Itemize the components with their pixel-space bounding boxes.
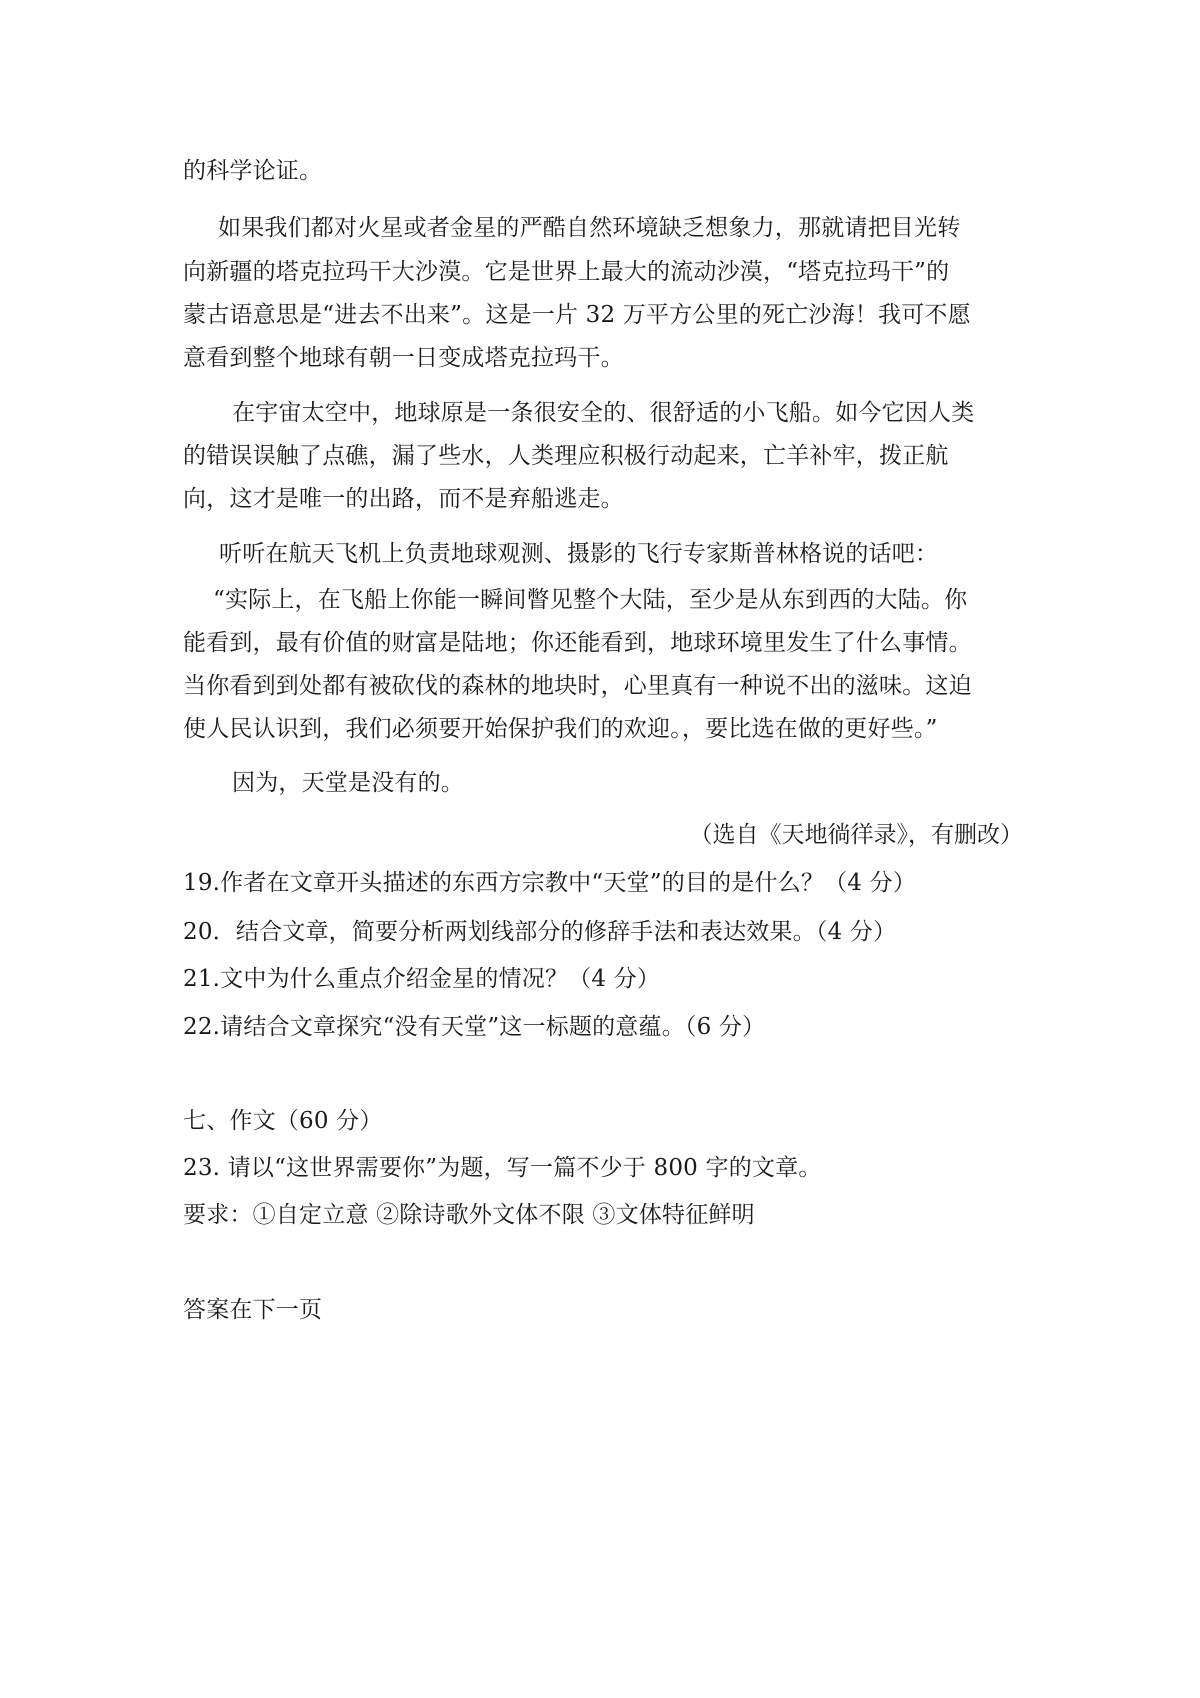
passage-line: 如果我们都对火星或者金星的严酷自然环境缺乏想象力，那就请把目光转 — [218, 215, 961, 241]
question-20: 20．结合文章，简要分析两划线部分的修辞手法和表达效果。（4 分） — [183, 919, 897, 945]
passage-source: （选自《天地徜徉录》，有删改） — [689, 822, 1023, 848]
composition-requirements: 要求：①自定立意 ②除诗歌外文体不限 ③文体特征鲜明 — [183, 1202, 755, 1228]
passage-line: 蒙古语意思是“进去不出来”。这是一片 32 万平方公里的死亡沙海！我可不愿 — [183, 302, 971, 328]
passage-line: 意看到整个地球有朝一日变成塔克拉玛干。 — [183, 345, 624, 371]
question-21: 21.文中为什么重点介绍金星的情况？（4 分） — [183, 966, 661, 992]
passage-line: 因为，天堂是没有的。 — [232, 770, 464, 796]
passage-line: 向，这才是唯一的出路，而不是弃船逃走。 — [183, 486, 624, 512]
footer-note: 答案在下一页 — [183, 1297, 323, 1323]
passage-line: 使人民认识到，我们必须要开始保护我们的欢迎。，要比选在做的更好些。” — [183, 716, 938, 742]
passage-line: 的科学论证。 — [183, 158, 323, 184]
passage-line: 向新疆的塔克拉玛干大沙漠。它是世界上最大的流动沙漠，“塔克拉玛干”的 — [183, 259, 950, 285]
passage-line: 听听在航天飞机上负责地球观测、摄影的飞行专家斯普林格说的话吧： — [219, 541, 939, 567]
passage-line: 能看到，最有价值的财富是陆地；你还能看到，地球环境里发生了什么事情。 — [183, 630, 972, 656]
passage-line: 在宇宙太空中，地球原是一条很安全的、很舒适的小飞船。如今它因人类 — [232, 400, 975, 426]
question-19: 19.作者在文章开头描述的东西方宗教中“天堂”的目的是什么？（4 分） — [183, 870, 917, 896]
question-22: 22.请结合文章探究“没有天堂”这一标题的意蕴。（6 分） — [183, 1014, 766, 1040]
passage-line: 的错误误触了点礁，漏了些水，人类理应积极行动起来，亡羊补牢，拨正航 — [183, 443, 949, 469]
passage-line: 当你看到到处都有被砍伐的森林的地块时，心里真有一种说不出的滋味。这迫 — [183, 673, 972, 699]
composition-heading: 七、作文（60 分） — [183, 1108, 383, 1134]
passage-line: “实际上，在飞船上你能一瞬间瞥见整个大陆，至少是从东到西的大陆。你 — [213, 587, 968, 613]
composition-prompt: 23. 请以“这世界需要你”为题，写一篇不少于 800 字的文章。 — [183, 1155, 822, 1181]
